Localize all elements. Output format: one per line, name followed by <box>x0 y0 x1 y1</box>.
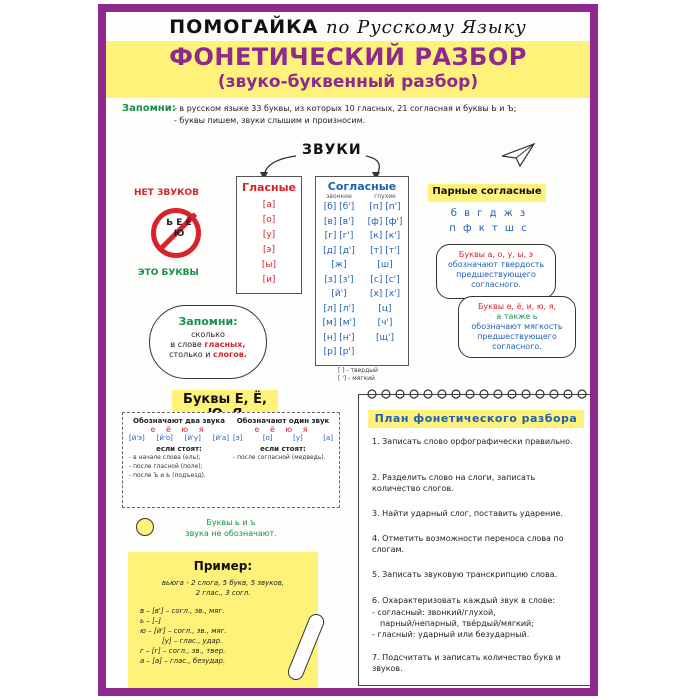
consonant-columns: звонкие [б] [б'] [в] [в'] [г] [г'] [д] [д'] [ж] [з] [з'] [й'] [л] [л'] [м] [м'] [н] [н'] [р] [р'] глухие [п] [п'] [ф] [ф'] [к] [к'] [т] [т'] [ш] [с] [с'] [х] [х'] [ц] [ч'] [щ'] <box>316 193 408 360</box>
vowels-box <box>236 176 302 294</box>
no-sound-letters: Ь Е Ё Ю <box>166 218 192 239</box>
two-sounds-column: Обозначают два звука е ё ю я [й'э] [й'о] [й'у] [й'а] если стоят: - в начале слова (ель); - после гласной (поле); - после Ъ и Ь (подъезд). <box>129 417 229 479</box>
paired-title: Парные согласные <box>432 186 542 197</box>
plan-step-6-details: - согласный: звонкий/глухой, парный/непарный, твёрдый/мягкий; - гласный: ударный или безударный. <box>372 608 534 639</box>
cloud-text: сколько в слове гласных, столько и слогов. <box>169 330 247 359</box>
paper-plane-icon <box>500 142 536 168</box>
sounds-title: ЗВУКИ <box>302 142 362 158</box>
main-title: ФОНЕТИЧЕСКИЙ РАЗБОР <box>169 43 527 71</box>
vowels-list: [а] [о] [у] [э] [ы] [и] <box>261 200 277 285</box>
soft-signs-note: Буквы ь и ъ звука не обозначают. <box>185 518 277 538</box>
plan-step-4: 4. Отметить возможности переноса слова по слогам. <box>372 534 564 554</box>
plan-step-1: 1. Записать слово орфографически правильно. <box>372 437 573 446</box>
subtitle: (звуко-буквенный разбор) <box>217 72 479 92</box>
plan-step-2: 2. Разделить слово на слоги, записать количество слогов. <box>372 473 536 493</box>
consonant-legend: [ ] - твердый [ '] - мягкий <box>338 367 378 382</box>
these-are-letters-label: ЭТО БУКВЫ <box>138 268 199 278</box>
example-summary: вьюга - 2 слога, 5 букв, 5 звуков, 2 глас., 3 согл. <box>161 579 285 597</box>
one-sound-column: Обозначают один звук е ё ю я [э] [о] [у] [а] если стоят: - после согласной (медведь). <box>233 417 333 461</box>
paired-voiceless: п ф к т ш с <box>449 223 529 234</box>
letters-box <box>122 412 340 508</box>
poster <box>98 4 598 696</box>
voiced-list: [б] [б'] [в] [в'] [г] [г'] [д] [д'] [ж] [з] [з'] [й'] [л] [л'] [м] [м'] [н] [н'] [р] [р'] <box>322 202 356 357</box>
plan-step-7: 7. Подсчитать и записать количество букв и звуков. <box>372 653 561 673</box>
example-lines: в – [в'] – согл., зв., мяг. ь – [–] ю – [й'] – согл., зв., мяг. [у] – глас., удар. г – [г] – согл., зв., твер. а – [а] – глас., безудар. <box>140 607 227 665</box>
consonants-box <box>315 176 409 366</box>
letters-title: Буквы Е, Ё, <box>183 392 267 407</box>
voiceless-list: [п] [п'] [ф] [ф'] [к] [к'] [т] [т'] [ш] [с] [с'] [х] [х'] [ц] [ч'] [щ'] <box>367 202 403 343</box>
plan-step-5: 5. Записать звуковую транскрипцию слова. <box>372 570 558 579</box>
plan-step-3: 3. Найти ударный слог, поставить ударение. <box>372 509 563 518</box>
notebook-spiral <box>364 387 588 399</box>
softness-bubble: Буквы е, ё, и, ю, я, а также ь обозначают мягкость предшествующего согласного. <box>458 296 576 358</box>
plan-title: План фонетического разбора <box>374 412 578 425</box>
remember-text: - в русском языке 33 буквы, из которых 10 гласных, 21 согласная и буквы Ь и Ъ; - буквы пишем, звуки слышим и произносим. <box>174 104 517 125</box>
vowels-title: Гласные <box>241 181 297 194</box>
poster-header: ПОМОГАЙКА по Русскому Языку <box>169 16 527 38</box>
lightbulb-icon <box>136 518 154 536</box>
cloud-title: Запомни: <box>178 315 238 328</box>
plan-step-6: 6. Охарактеризовать каждый звук в слове: <box>372 596 556 605</box>
consonants-title: Согласные <box>327 180 397 193</box>
remember-label: Запомни: <box>122 103 176 114</box>
hardness-bubble: Буквы а, о, у, ы, э обозначают твердость предшествующего согласного. <box>436 244 556 299</box>
paired-voiced: б в г д ж з <box>450 208 528 219</box>
no-sounds-label: НЕТ ЗВУКОВ <box>134 188 200 198</box>
example-title: Пример: <box>193 559 253 573</box>
